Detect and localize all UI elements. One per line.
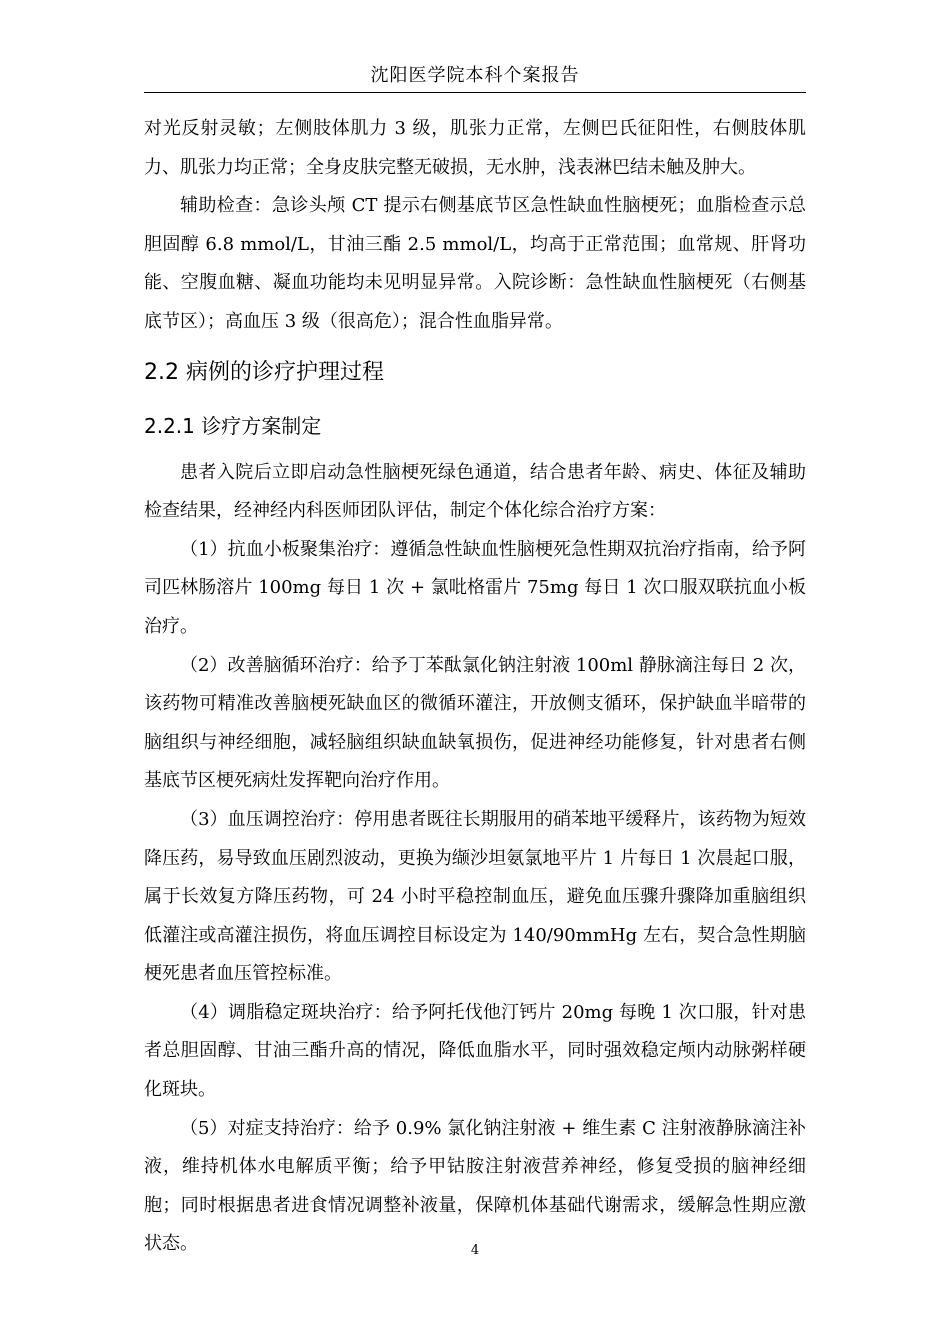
subsection-heading: 2.2.1 诊疗方案制定 <box>144 413 322 438</box>
paragraph-antiplatelet: （1）抗血小板聚集治疗：遵循急性缺血性脑梗死急性期双抗治疗指南，给予阿司匹林肠溶片 100mg 每日 1 次 + 氯吡格雷片 75mg 每日 1 次口服双联抗血小板治疗。 <box>144 538 806 637</box>
paragraph-exam-continued: 对光反射灵敏；左侧肢体肌力 3 级，肌张力正常，左侧巴氏征阳性，右侧肢体肌力、肌张力均正常；全身皮肤完整无破损，无水肿，浅表淋巴结未触及肿大。 <box>144 118 806 178</box>
paragraph-supportive-care: （5）对症支持治疗：给予 0.9% 氯化钠注射液 + 维生素 C 注射液静脉滴注补液，维持机体水电解质平衡；给予甲钴胺注射液营养神经，修复受损的脑神经细胞；同时根据患者进食情况调整补液量，保障机体基础代谢需求，缓解急性期应激状态。 <box>144 1117 806 1255</box>
paragraph-plan-intro: 患者入院后立即启动急性脑梗死绿色通道，结合患者年龄、病史、体征及辅助检查结果，经神经内科医师团队评估，制定个体化综合治疗方案： <box>144 461 806 522</box>
paragraph-blood-pressure: （3）血压调控治疗：停用患者既往长期服用的硝苯地平缓释片，该药物为短效降压药，易导致血压剧烈波动，更换为缬沙坦氨氯地平片 1 片每日 1 次晨起口服，属于长效复方降压药物，可 24 小时平稳控制血压，避免血压骤升骤降加重脑组织低灌注或高灌注损伤，将血压调控目标设定为 140/90mmHg 左右，契合急性期脑梗死患者血压管控标准。 <box>144 808 806 985</box>
paragraph-cerebral-circulation: （2）改善脑循环治疗：给予丁苯酞氯化钠注射液 100ml 静脉滴注每日 2 次，该药物可精准改善脑梗死缺血区的微循环灌注，开放侧支循环，保护缺血半暗带的脑组织与神经细胞，减轻脑组织缺血缺氧损伤，促进神经功能修复，针对患者右侧基底节区梗死病灶发挥靶向治疗作用。 <box>144 654 806 792</box>
paragraph-lipid-lowering: （4）调脂稳定斑块治疗：给予阿托伐他汀钙片 20mg 每晚 1 次口服，针对患者总胆固醇、甘油三酯升高的情况，降低血脂水平，同时强效稳定颅内动脉粥样硬化斑块。 <box>144 1001 806 1101</box>
section-heading: 2.2 病例的诊疗护理过程 <box>144 359 384 385</box>
page-number: 4 <box>470 1243 480 1258</box>
page-header: 沈阳医学院本科个案报告 <box>144 62 806 93</box>
page-body <box>144 110 806 1264</box>
paragraph-auxiliary-exam: 辅助检查：急诊头颅 CT 提示右侧基底节区急性缺血性脑梗死；血脂检查示总胆固醇 6.8 mmol/L，甘油三酯 2.5 mmol/L，均高于正常范围；血常规、肝肾功能、空腹血糖、凝血功能均未见明显异常。入院诊断：急性缺血性脑梗死（右侧基底节区）；高血压 3 级（很高危）；混合性血脂异常。 <box>144 195 806 332</box>
